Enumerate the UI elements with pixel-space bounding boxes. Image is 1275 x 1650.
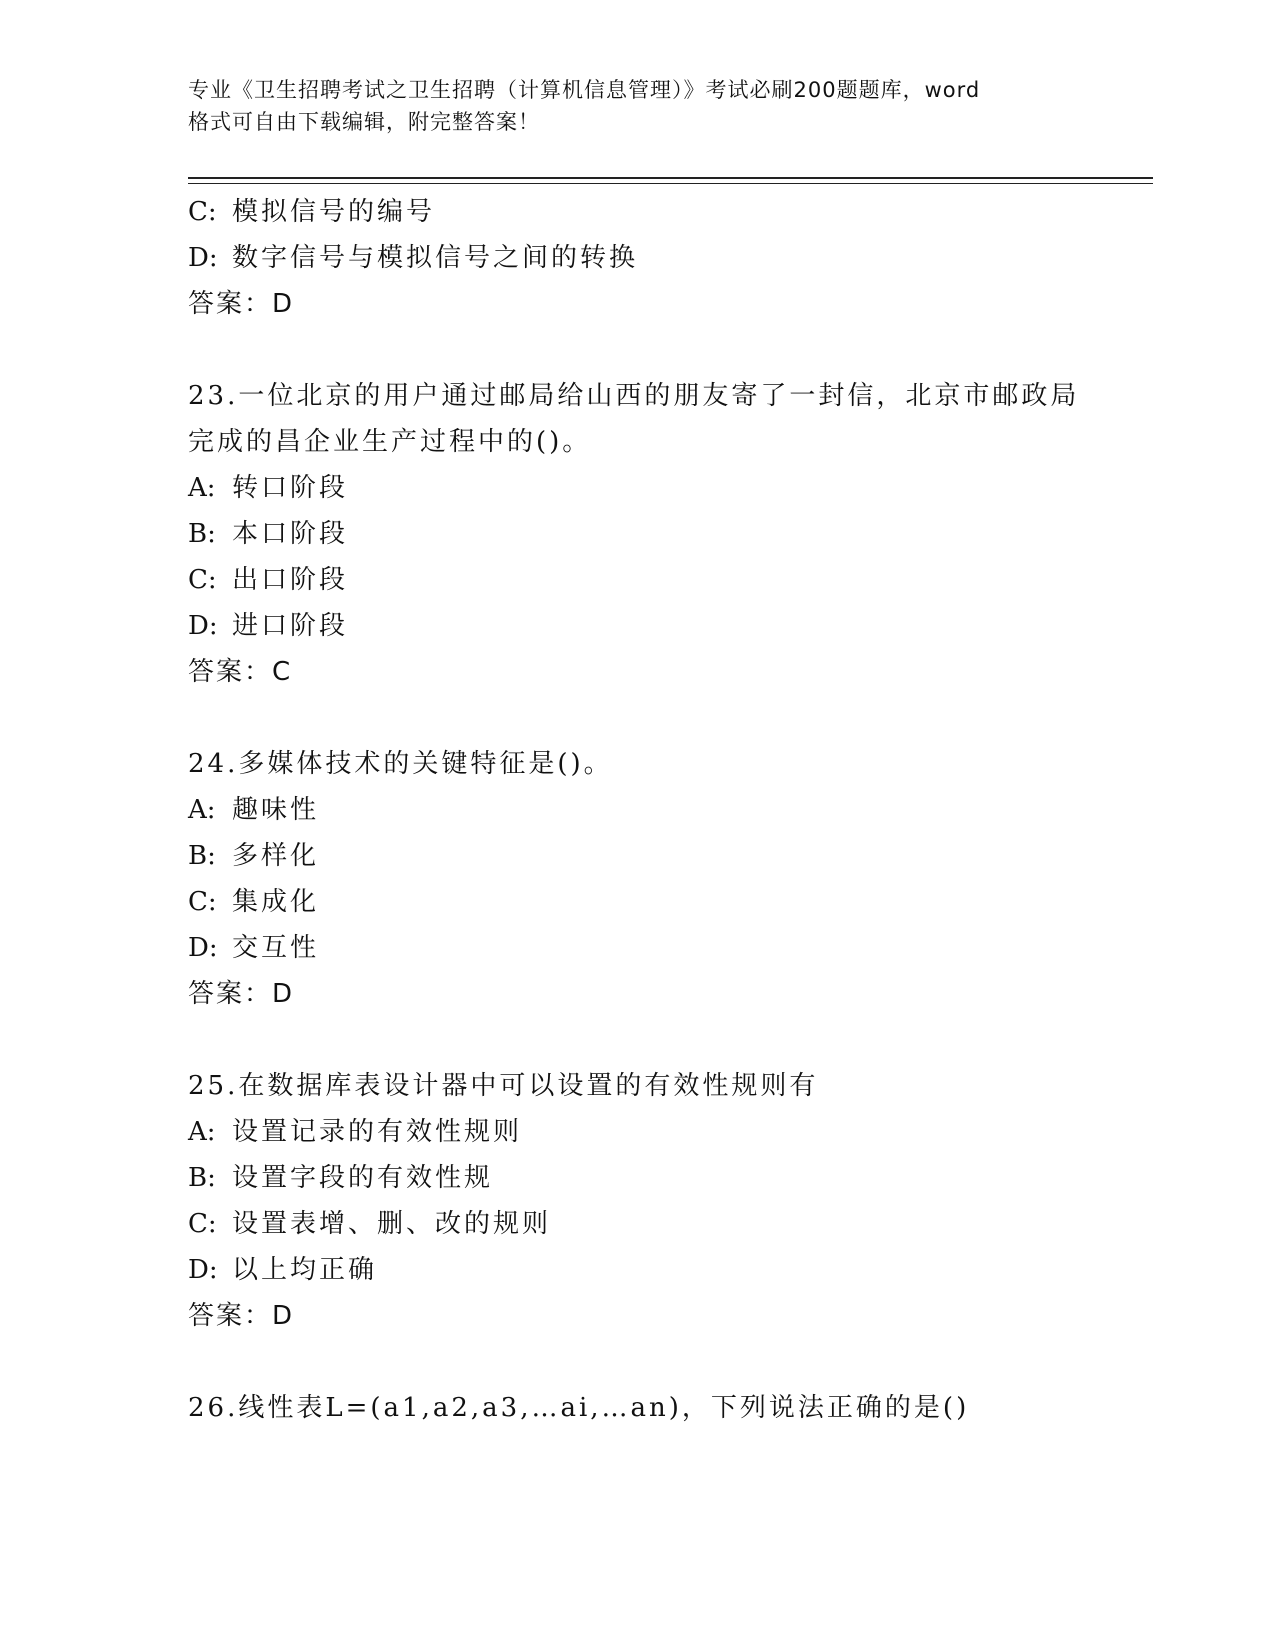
question-24	[188, 741, 1148, 1017]
question-stem: 23.一位北京的用户通过邮局给山西的朋友寄了一封信，北京市邮政局	[188, 381, 1080, 411]
option-c: C: 集成化	[188, 887, 320, 917]
option-b: B: 设置字段的有效性规	[188, 1163, 494, 1193]
option-c: C: 设置表增、删、改的规则	[188, 1209, 552, 1239]
answer: 答案：C	[188, 657, 293, 687]
answer: 答案：D	[188, 979, 295, 1009]
option-d: D: 数字信号与模拟信号之间的转换	[188, 243, 639, 273]
question-stem: 24.多媒体技术的关键特征是()。	[188, 749, 613, 779]
question-26	[188, 1385, 1148, 1431]
prev-question	[188, 189, 1148, 327]
option-a: A: 设置记录的有效性规则	[188, 1117, 523, 1147]
option-d: D: 交互性	[188, 933, 320, 963]
question-stem-cont: 完成的昌企业生产过程中的()。	[188, 427, 592, 457]
question-25	[188, 1063, 1148, 1339]
option-a: A: 转口阶段	[188, 473, 349, 503]
question-stem: 25.在数据库表设计器中可以设置的有效性规则有	[188, 1071, 819, 1101]
option-c: C: 模拟信号的编号	[188, 197, 436, 227]
option-d: D: 进口阶段	[188, 611, 349, 641]
answer: 答案：D	[188, 289, 295, 319]
header-rule-thin	[188, 183, 1153, 184]
header-line-1: 专业《卫生招聘考试之卫生招聘（计算机信息管理）》考试必刷200题题库，word	[188, 78, 981, 102]
option-c: C: 出口阶段	[188, 565, 349, 595]
header-line-2: 格式可自由下载编辑，附完整答案！	[188, 110, 540, 134]
answer: 答案：D	[188, 1301, 295, 1331]
question-23	[188, 373, 1148, 695]
question-content	[188, 189, 1148, 1431]
option-d: D: 以上均正确	[188, 1255, 378, 1285]
header-rule-thick	[188, 177, 1153, 179]
question-stem: 26.线性表L=(a1,a2,a3,…ai,…an)，下列说法正确的是()	[188, 1393, 970, 1423]
page-header	[188, 74, 1088, 138]
option-b: B: 本口阶段	[188, 519, 349, 549]
option-a: A: 趣味性	[188, 795, 320, 825]
option-b: B: 多样化	[188, 841, 320, 871]
